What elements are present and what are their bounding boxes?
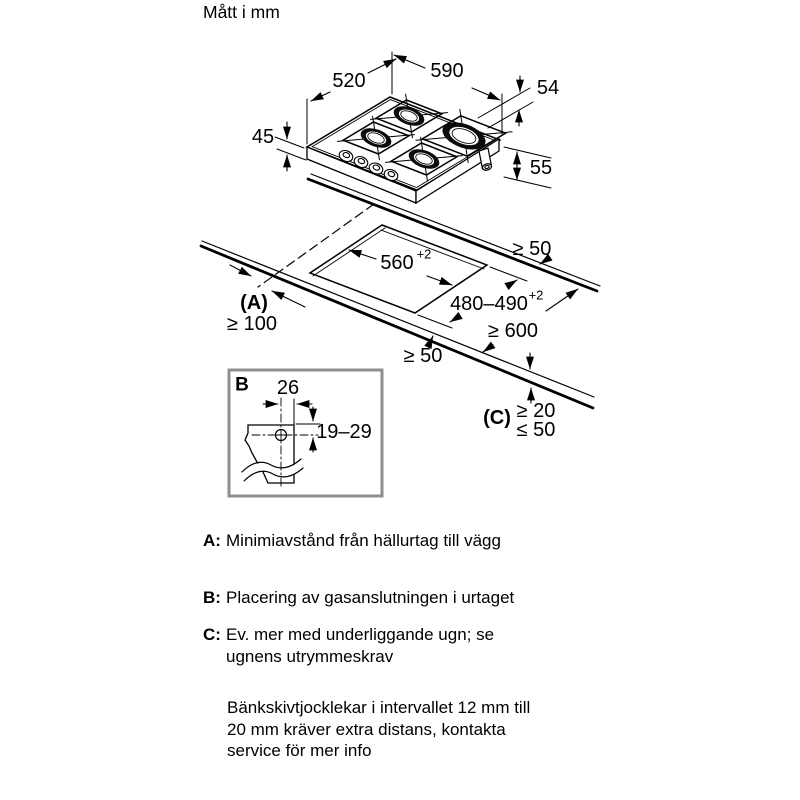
dim-hob-depth: 520 — [332, 70, 366, 92]
legend-text-c: Ev. mer med underliggande ugn; se ugnens utrymmeskrav — [226, 625, 495, 666]
label-b: B — [235, 374, 249, 396]
legend-text-a: Minimiavstånd från hällurtag till vägg — [226, 531, 501, 550]
label-c: (C) — [483, 407, 511, 429]
dim-cutout-depth: 480–490 — [450, 293, 528, 315]
dim-hob-width: 590 — [430, 60, 464, 82]
legend-key-a: A: — [203, 531, 221, 550]
dim-thickness-max: ≤ 50 — [516, 419, 556, 441]
dim-hole-offset: 26 — [276, 377, 300, 399]
hob-isometric-drawing — [275, 52, 551, 203]
dim-support-height: 54 — [536, 77, 560, 99]
dim-side-clearance: ≥ 100 — [227, 313, 277, 335]
notes-paragraph — [227, 697, 530, 762]
dim-gas-below: 55 — [529, 157, 553, 179]
dim-edge-height: 45 — [251, 126, 275, 148]
notes-line: 20 mm kräver extra distans, kontakta — [227, 719, 506, 739]
legend-item-c — [203, 624, 494, 667]
gas-hole — [276, 430, 287, 441]
label-a: (A) — [240, 292, 268, 314]
dim-thickness-min: ≥ 20 — [516, 400, 556, 422]
legend-key-c: C: — [203, 625, 221, 644]
worktop-thickness-arrows — [530, 353, 531, 403]
dim-front-clearance: ≥ 50 — [403, 345, 443, 367]
legend-item-a — [203, 530, 501, 552]
legend-key-b: B: — [203, 588, 221, 607]
page-title: Mått i mm — [203, 2, 280, 22]
dim-rear-clearance: ≥ 50 — [512, 238, 552, 260]
dim-cutout-width-tol: +2 — [416, 246, 432, 262]
legend-text-b: Placering av gasanslutningen i urtaget — [226, 588, 515, 607]
notes-line: Bänkskivtjocklekar i intervallet 12 mm till — [227, 698, 531, 717]
dim-worktop-depth: ≥ 600 — [488, 320, 538, 342]
dim-cutout-width: 560 — [380, 252, 414, 274]
notes-line: service för mer info — [227, 741, 372, 760]
dim-cutout-depth-tol: +2 — [528, 287, 544, 303]
dim-hole-depth: 19–29 — [316, 421, 372, 443]
legend-item-b — [203, 587, 514, 609]
